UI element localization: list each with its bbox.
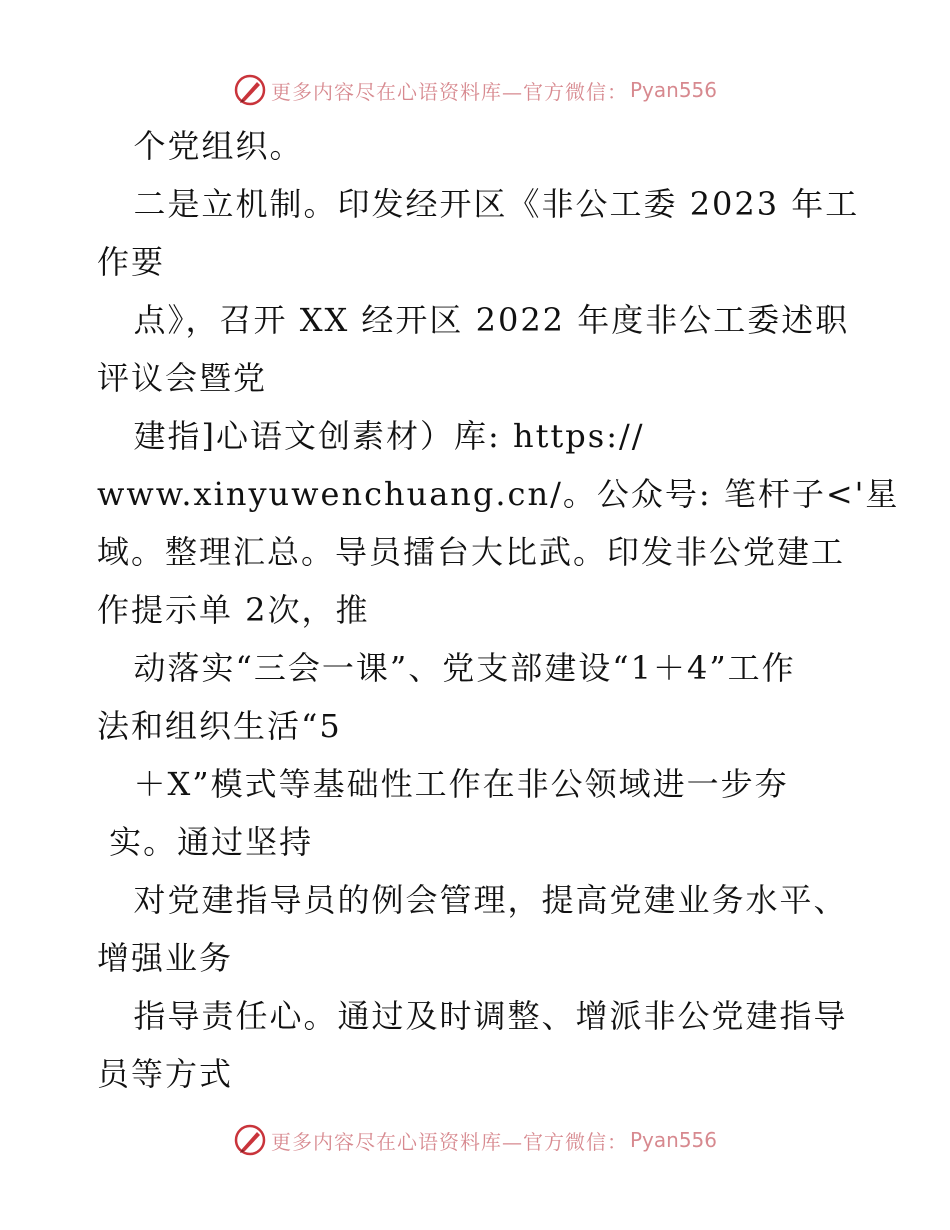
- text-line: 指导责任心。通过及时调整、增派非公党建指导: [97, 997, 848, 1035]
- text-line: www.xinyuwenchuang.cn/。公众号: 笔杆子<'星: [97, 475, 900, 513]
- text-line: 作提示单 2次，推: [97, 591, 370, 629]
- watermark-handle: Pyan556: [629, 1128, 717, 1152]
- text-line: 实。通过坚持: [97, 823, 314, 861]
- pen-logo-icon: [233, 1123, 267, 1157]
- text-line: 员等方式: [97, 1055, 234, 1093]
- text-line: 个党组织。: [97, 127, 304, 165]
- text-line: 建指]心语文创素材）库: https://: [97, 417, 645, 455]
- text-line: ＋X”模式等基础性工作在非公领域进一步夯: [97, 765, 789, 803]
- header-watermark: [0, 70, 950, 110]
- watermark-handle: Pyan556: [629, 78, 717, 102]
- text-line: 动落实“三会一课”、党支部建设“1＋4”工作: [97, 649, 796, 687]
- text-line: 评议会暨党: [97, 359, 268, 397]
- text-line: 作要: [97, 243, 166, 281]
- text-line: 增强业务: [97, 939, 234, 977]
- text-line: 点》，召开 XX 经开区 2022 年度非公工委述职: [97, 301, 850, 339]
- text-line: 二是立机制。印发经开区《非公工委 2023 年工: [97, 185, 860, 223]
- pen-logo-icon: [233, 73, 267, 107]
- watermark-text: 更多内容尽在心语资料库—官方微信：: [270, 79, 628, 104]
- watermark-text: 更多内容尽在心语资料库—官方微信：: [270, 1129, 628, 1154]
- text-line: 对党建指导员的例会管理，提高党建业务水平、: [97, 881, 848, 919]
- footer-watermark: [0, 1120, 950, 1160]
- text-line: 域。整理汇总。导员擂台大比武。印发非公党建工: [97, 533, 846, 571]
- text-line: 法和组织生活“5: [97, 707, 342, 745]
